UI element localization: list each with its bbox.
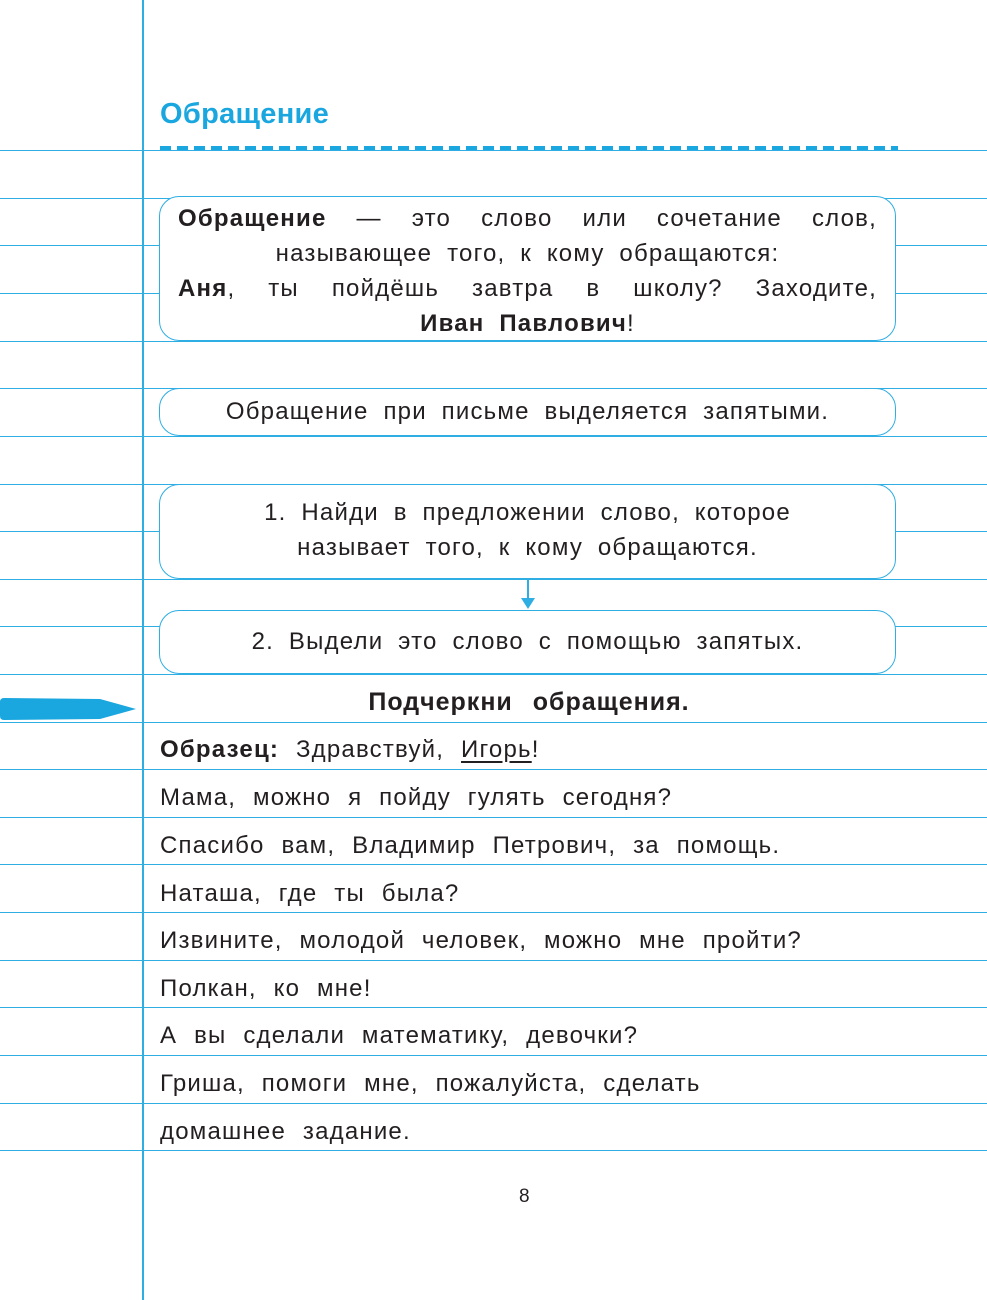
step-1-line-2: называет того, к кому обращаются. xyxy=(297,534,758,561)
step-1-line-1: 1. Найди в предложении слово, которое xyxy=(264,499,791,526)
step-1-box xyxy=(159,484,896,579)
ruled-line xyxy=(0,1055,987,1056)
rule-text: Обращение при письме выделяется запятыми. xyxy=(225,398,830,425)
definition-example-line: Аня, ты пойдёшь завтра в школу? Заходите, xyxy=(178,275,877,302)
definition-box xyxy=(159,196,896,341)
sample-line: Образец: Здравствуй, Игорь! xyxy=(160,736,540,763)
page-title: Обращение xyxy=(160,98,330,130)
page-number: 8 xyxy=(519,1186,530,1207)
pencil-pointer-icon xyxy=(0,698,136,720)
ruled-line xyxy=(0,864,987,865)
ruled-line xyxy=(0,674,987,675)
step-arrow-shaft xyxy=(527,580,529,600)
exercise-instruction: Подчеркни обращения. xyxy=(368,688,690,716)
example-name-2: Иван Павлович xyxy=(420,310,627,337)
exercise-sentence[interactable]: Наташа, где ты была? xyxy=(160,880,460,907)
ruled-line xyxy=(0,722,987,723)
ruled-line xyxy=(0,341,987,342)
exercise-sentence[interactable]: Гриша, помоги мне, пожалуйста, сделать xyxy=(160,1070,701,1097)
exercise-sentence[interactable]: Спасибо вам, Владимир Петрович, за помощь. xyxy=(160,832,781,859)
ruled-line xyxy=(0,1150,987,1151)
definition-line-2: называющее того, к кому обращаются: xyxy=(275,240,780,267)
ruled-line xyxy=(0,912,987,913)
exercise-sentence[interactable]: домашнее задание. xyxy=(160,1118,411,1145)
ruled-line xyxy=(0,960,987,961)
definition-term: Обращение xyxy=(178,205,327,232)
margin-line xyxy=(142,0,144,1300)
ruled-line xyxy=(0,1007,987,1008)
ruled-line xyxy=(0,150,987,151)
definition-example-line-2: Иван Павлович! xyxy=(420,310,635,337)
ruled-line xyxy=(0,1103,987,1104)
exercise-sentence[interactable]: Извините, молодой человек, можно мне пройти? xyxy=(160,927,802,954)
exercise-sentence[interactable]: Мама, можно я пойду гулять сегодня? xyxy=(160,784,673,811)
title-dashed-underline xyxy=(160,146,898,150)
rule-box xyxy=(159,388,896,436)
definition-line-1: Обращение — это слово или сочетание слов, xyxy=(178,205,877,232)
exercise-sentence[interactable]: Полкан, ко мне! xyxy=(160,975,372,1002)
step-2-text: 2. Выдели это слово с помощью запятых. xyxy=(251,628,804,655)
sample-underlined-word: Игорь xyxy=(461,736,532,763)
arrow-down-icon xyxy=(521,598,535,609)
ruled-line xyxy=(0,769,987,770)
exercise-sentence[interactable]: А вы сделали математику, девочки? xyxy=(160,1022,639,1049)
ruled-line xyxy=(0,436,987,437)
step-2-box xyxy=(159,610,896,674)
ruled-line xyxy=(0,579,987,580)
example-name-1: Аня xyxy=(178,275,228,302)
ruled-line xyxy=(0,817,987,818)
sample-label: Образец: xyxy=(160,736,280,763)
